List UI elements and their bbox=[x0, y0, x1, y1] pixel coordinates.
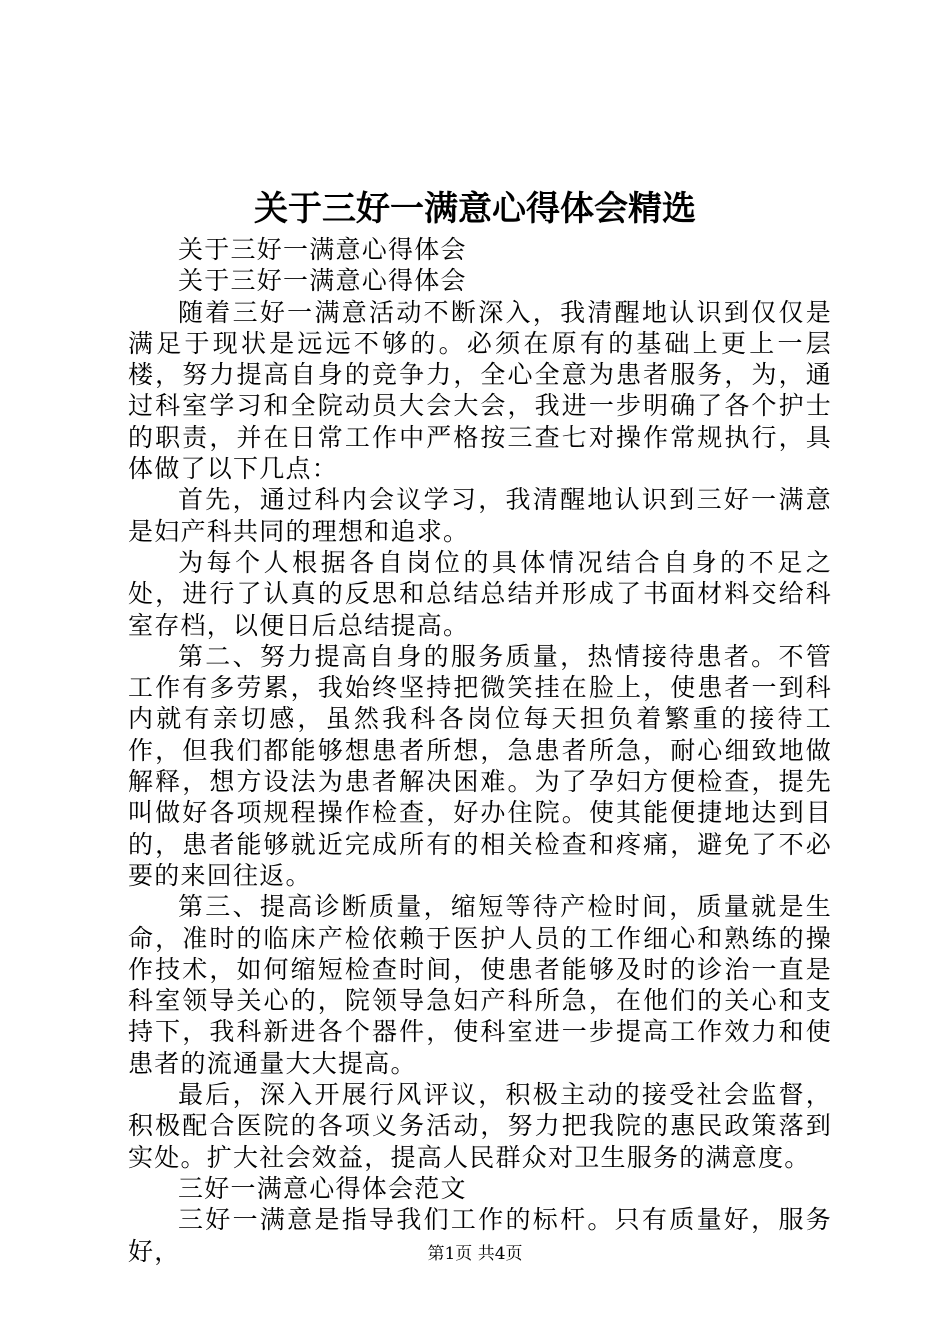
document-body bbox=[128, 234, 832, 1267]
paragraph-continued: 三好一满意是指导我们工作的标杆。只有质量好，服务好， bbox=[128, 1205, 832, 1266]
paragraph-heading-1: 关于三好一满意心得体会 bbox=[178, 235, 467, 264]
paragraph-second: 第二、努力提高自身的服务质量，热情接待患者。不管工作有多劳累，我始终坚持把微笑挂在脸上，使患者一到科内就有亲切感，虽然我科各岗位每天担负着繁重的接待工作，但我们都能够想患者所想，急患者所急，耐心细致地做解释，想方设法为患者解决困难。为了孕妇方便检查，提先叫做好各项规程操作检查，好办住院。使其能便捷地达到目的，患者能够就近完成所有的相关检查和疼痛，避免了不必要的来回往返。 bbox=[128, 641, 832, 890]
paragraph-intro: 随着三好一满意活动不断深入，我清醒地认识到仅仅是满足于现状是远远不够的。必须在原有的基础上更上一层楼，努力提高自身的竞争力，全心全意为患者服务，为，通过科室学习和全院动员大会大会，我进一步明确了各个护士的职责，并在日常工作中严格按三查七对操作常规执行，具体做了以下几点： bbox=[128, 297, 832, 484]
paragraph-last: 最后，深入开展行风评议，积极主动的接受社会监督，积极配合医院的各项义务活动，努力把我院的惠民政策落到实处。扩大社会效益，提高人民群众对卫生服务的满意度。 bbox=[128, 1080, 832, 1172]
paragraph-reflection: 为每个人根据各自岗位的具体情况结合自身的不足之处，进行了认真的反思和总结总结并形成了书面材料交给科室存档，以便日后总结提高。 bbox=[128, 547, 832, 640]
document-title: 关于三好一满意心得体会精选 bbox=[254, 189, 696, 229]
paragraph-first: 首先，通过科内会议学习，我清醒地认识到三好一满意是妇产科共同的理想和追求。 bbox=[128, 485, 832, 546]
paragraph-third: 第三、提高诊断质量，缩短等待产检时间，质量就是生命，准时的临床产检依赖于医护人员的工作细心和熟练的操作技术，如何缩短检查时间，使患者能够及时的诊治一直是科室领导关心的，院领导急妇产科所急，在他们的关心和支持下，我科新进各个器件，使科室进一步提高工作效力和使患者的流通量大大提高。 bbox=[128, 892, 832, 1078]
paragraph-heading-2: 关于三好一满意心得体会 bbox=[178, 266, 467, 296]
paragraph-heading-3: 三好一满意心得体会范文 bbox=[178, 1173, 467, 1203]
page-footer: 第1页 共4页 bbox=[427, 1244, 523, 1264]
